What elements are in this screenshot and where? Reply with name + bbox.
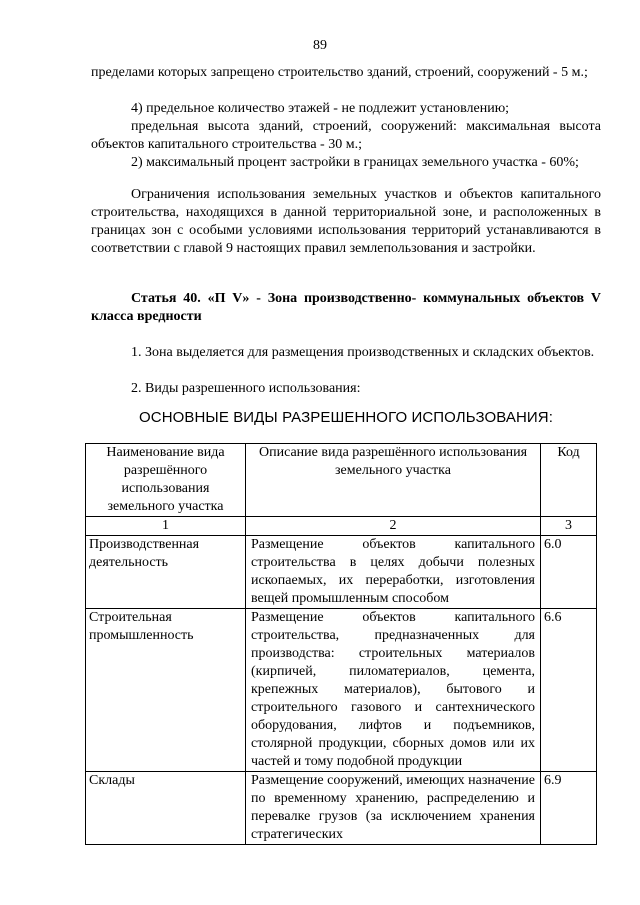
row-name: Производственная деятельность: [86, 536, 246, 609]
row-name: Строительная промышленность: [86, 609, 246, 772]
permitted-use-table: [85, 443, 597, 845]
row-name: Склады: [86, 772, 246, 845]
paragraph-height: предельная высота зданий, строений, сооружений: максимальная высота объектов капитального строительства - 30 м.;: [91, 119, 601, 152]
paragraph-floors: 4) предельное количество этажей - не подлежит установлению;: [131, 101, 510, 116]
table-row: [86, 772, 597, 845]
table-header-row: [86, 444, 597, 517]
col-number: 2: [246, 517, 541, 536]
row-code: 6.6: [541, 609, 597, 772]
row-desc: Размещение объектов капитального строительства в целях добычи полезных ископаемых, их переработки, изготовления вещей промышленным способом: [246, 536, 541, 609]
table-colnum-row: [86, 517, 597, 536]
header-code: Код: [541, 444, 597, 517]
row-desc: Размещение объектов капитального строительства, предназначенных для производства: строительных материалов (кирпичей, пиломатериалов, цемента, крепежных материалов), бытового и строительного газового и сантехнического оборудования, лифтов и подъемников, столярной продукции, сборных домов или их частей и тому подобной продукции: [246, 609, 541, 772]
header-name: Наименование вида разрешённого использования земельного участка: [86, 444, 246, 517]
header-desc: Описание вида разрешённого использования земельного участка: [246, 444, 541, 517]
table-row: [86, 536, 597, 609]
paragraph-restrictions: Ограничения использования земельных участков и объектов капитального строительства, находящихся в данной территориальной зоне, и расположенных в границах зон с особыми условиями использования территорий устанавливаются в соответствии с главой 9 настоящих правил землепользования и застройки.: [91, 187, 601, 256]
row-code: 6.0: [541, 536, 597, 609]
paragraph-use-types: 2. Виды разрешенного использования:: [131, 381, 361, 396]
table-title: ОСНОВНЫЕ ВИДЫ РАЗРЕШЕННОГО ИСПОЛЬЗОВАНИЯ:: [139, 409, 553, 426]
table-row: [86, 609, 597, 772]
col-number: 1: [86, 517, 246, 536]
paragraph-coverage: 2) максимальный процент застройки в границах земельного участка - 60%;: [131, 155, 579, 170]
row-desc: Размещение сооружений, имеющих назначение по временному хранению, распределению и перевалке грузов (за исключением хранения стратегических: [246, 772, 541, 845]
article-heading: Статья 40. «П V» - Зона производственно- коммунальных объектов V класса вредности: [91, 291, 601, 324]
page-number: 89: [313, 38, 327, 53]
col-number: 3: [541, 517, 597, 536]
paragraph-zone-purpose: 1. Зона выделяется для размещения производственных и складских объектов.: [131, 345, 595, 360]
paragraph-setback: пределами которых запрещено строительство зданий, строений, сооружений - 5 м.;: [91, 65, 588, 80]
row-code: 6.9: [541, 772, 597, 845]
